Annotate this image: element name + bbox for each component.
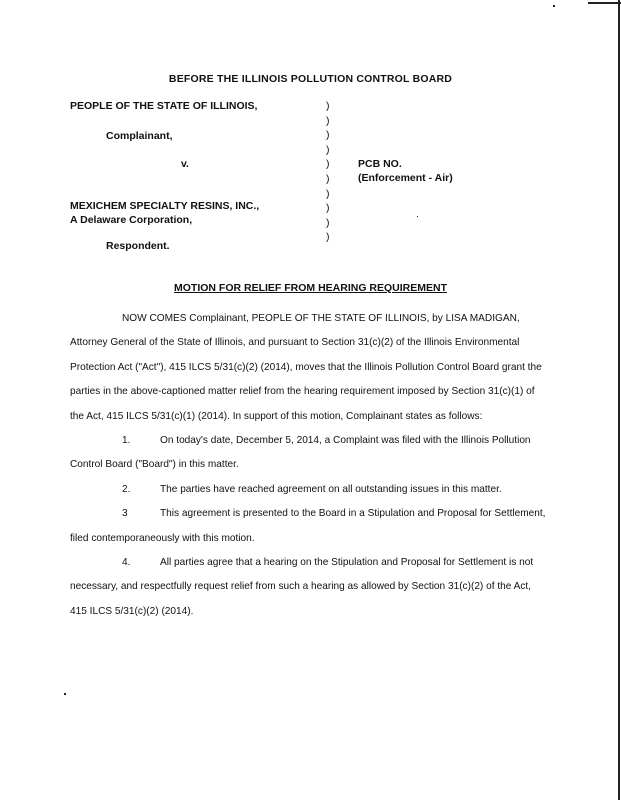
paragraph-number: 4. bbox=[122, 557, 131, 569]
paragraph-text: The parties have reached agreement on all outstanding issues in this matter. bbox=[160, 483, 502, 495]
scan-edge-line bbox=[588, 2, 621, 4]
motion-body bbox=[70, 307, 548, 624]
scan-speck bbox=[417, 216, 418, 217]
scan-speck bbox=[553, 5, 555, 7]
caption-parentheses: ) ) ) ) ) ) ) ) ) ) bbox=[326, 100, 330, 244]
paragraph-number: 3 bbox=[122, 508, 128, 520]
paragraph-text: All parties agree that a hearing on the Stipulation and Proposal for Settlement is not necessary, and respectfully request relief from such a hearing as allowed by Section 31(c)(2) of the Act, 415 ILCS 5/31(c)(2) (2014). bbox=[70, 557, 534, 617]
paragraph-number: 2. bbox=[122, 483, 131, 495]
numbered-paragraph bbox=[70, 502, 548, 551]
scan-speck bbox=[64, 693, 66, 695]
paragraph-text: This agreement is presented to the Board in a Stipulation and Proposal for Settlement, filed contemporaneously with this motion. bbox=[70, 508, 546, 544]
numbered-paragraph bbox=[70, 478, 548, 502]
defendant-description: A Delaware Corporation, bbox=[70, 214, 193, 226]
board-heading: BEFORE THE ILLINOIS POLLUTION CONTROL BOARD bbox=[168, 73, 453, 85]
paragraph-number: 1. bbox=[122, 435, 131, 447]
motion-title: MOTION FOR RELIEF FROM HEARING REQUIREMENT bbox=[174, 282, 447, 294]
case-type-label: (Enforcement - Air) bbox=[358, 172, 453, 184]
paragraph-text: On today's date, December 5, 2014, a Complaint was filed with the Illinois Pollution Control Board ("Board") in this matter. bbox=[70, 435, 531, 471]
plaintiff-role: Complainant, bbox=[106, 130, 173, 142]
scan-edge-line bbox=[618, 0, 620, 800]
defendant-name: MEXICHEM SPECIALTY RESINS, INC., bbox=[70, 200, 260, 212]
numbered-paragraph bbox=[70, 551, 548, 624]
case-number-label: PCB NO. bbox=[358, 158, 402, 170]
numbered-paragraph bbox=[70, 429, 548, 478]
intro-paragraph: NOW COMES Complainant, PEOPLE OF THE STATE OF ILLINOIS, by LISA MADIGAN, Attorney General of the State of Illinois, and pursuant to Section 31(c)(2) of the Illinois Environmental Protection Act ("Act"), 415 ILCS 5/31(c)(2) (2014), moves that the Illinois Pollution Control Board grant the parties in the above-captioned matter relief from the hearing requirement imposed by Section 31(c)(1) of the Act, 415 ILCS 5/31(c)(1) (2014). In support of this motion, Complainant states as follows: bbox=[70, 313, 542, 422]
plaintiff-name: PEOPLE OF THE STATE OF ILLINOIS, bbox=[70, 100, 258, 112]
defendant-role: Respondent. bbox=[106, 240, 170, 252]
versus-label: v. bbox=[181, 158, 189, 170]
